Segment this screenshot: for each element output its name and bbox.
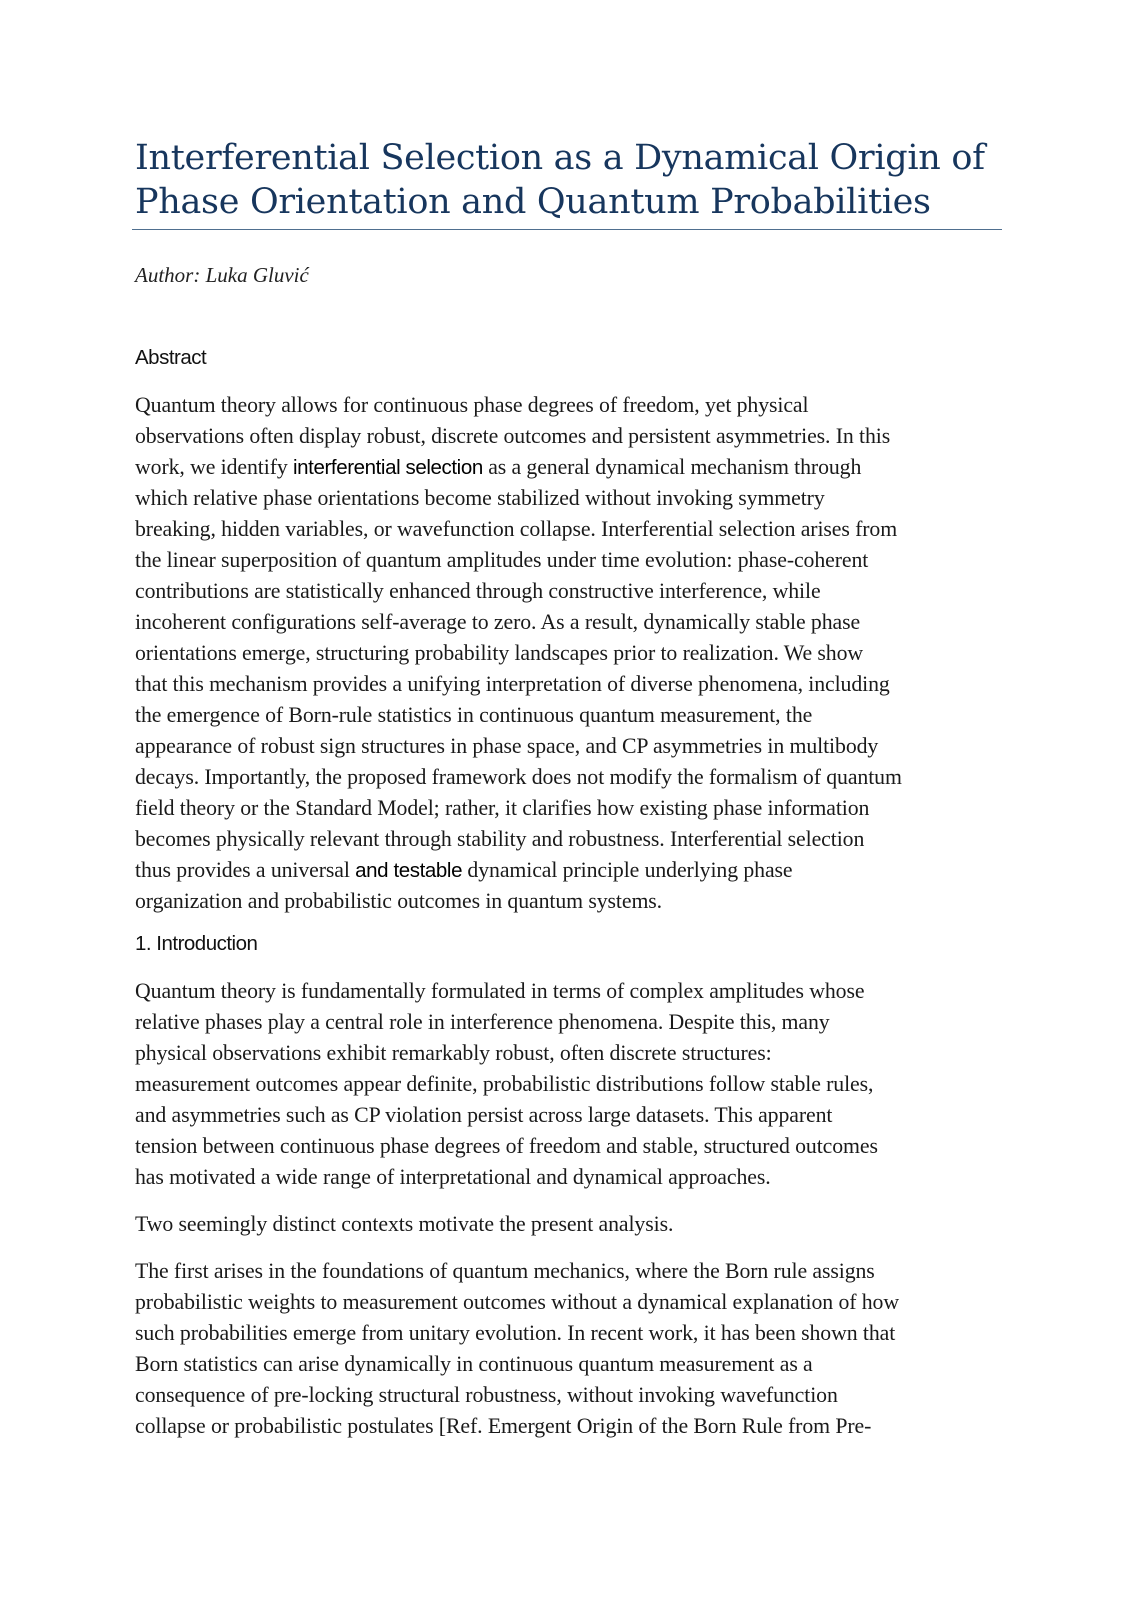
page-content xyxy=(135,136,997,1442)
text-line: organization and probabilistic outcomes in quantum systems. xyxy=(135,889,663,913)
introduction-heading: 1. Introduction xyxy=(135,932,258,955)
text-line: the linear superposition of quantum amplitudes under time evolution: phase-coherent xyxy=(135,548,869,572)
intro-paragraph-1 xyxy=(135,976,997,1193)
author-line: Author: Luka Gluvić xyxy=(135,263,309,287)
bold-term: and testable xyxy=(355,859,463,882)
text-line: Quantum theory allows for continuous phase degrees of freedom, yet physical xyxy=(135,393,809,417)
intro-paragraph-2 xyxy=(135,1209,997,1240)
text-line: physical observations exhibit remarkably robust, often discrete structures: xyxy=(135,1041,772,1065)
text-line: tension between continuous phase degrees of freedom and stable, structured outcomes xyxy=(135,1134,878,1158)
text-line: The first arises in the foundations of quantum mechanics, where the Born rule assigns xyxy=(135,1259,875,1283)
text-run: dynamical principle underlying phase xyxy=(462,858,793,882)
text-line: such probabilities emerge from unitary evolution. In recent work, it has been shown that xyxy=(135,1321,896,1345)
text-line: consequence of pre-locking structural robustness, without invoking wavefunction xyxy=(135,1383,838,1407)
text-line xyxy=(135,855,997,886)
text-line: becomes physically relevant through stability and robustness. Interferential selection xyxy=(135,827,865,851)
paper-title-line: Interferential Selection as a Dynamical Origin of xyxy=(135,138,985,178)
text-line: contributions are statistically enhanced through constructive interference, while xyxy=(135,579,821,603)
abstract-heading: Abstract xyxy=(135,346,207,369)
text-line: Born statistics can arise dynamically in continuous quantum measurement as a xyxy=(135,1352,813,1376)
text-line: probabilistic weights to measurement outcomes without a dynamical explanation of how xyxy=(135,1290,899,1314)
title-divider xyxy=(132,229,1002,230)
text-line: the emergence of Born-rule statistics in continuous quantum measurement, the xyxy=(135,703,813,727)
text-line: has motivated a wide range of interpretational and dynamical approaches. xyxy=(135,1165,771,1189)
text-run: as a general dynamical mechanism through xyxy=(482,455,862,479)
intro-paragraph-3 xyxy=(135,1256,997,1442)
text-line: collapse or probabilistic postulates [Ref. Emergent Origin of the Born Rule from Pre- xyxy=(135,1414,872,1438)
text-line: field theory or the Standard Model; rather, it clarifies how existing phase information xyxy=(135,796,870,820)
text-line: breaking, hidden variables, or wavefunction collapse. Interferential selection arises from xyxy=(135,517,898,541)
paper-title-line: Phase Orientation and Quantum Probabilities xyxy=(135,182,931,222)
text-line: relative phases play a central role in interference phenomena. Despite this, many xyxy=(135,1010,830,1034)
text-line: observations often display robust, discrete outcomes and persistent asymmetries. In this xyxy=(135,424,891,448)
text-run: thus provides a universal xyxy=(135,858,356,882)
text-line: which relative phase orientations become stabilized without invoking symmetry xyxy=(135,486,825,510)
bold-term: interferential selection xyxy=(293,456,483,479)
text-line: orientations emerge, structuring probability landscapes prior to realization. We show xyxy=(135,641,864,665)
text-line: Two seemingly distinct contexts motivate the present analysis. xyxy=(135,1212,674,1236)
text-line: Quantum theory is fundamentally formulated in terms of complex amplitudes whose xyxy=(135,979,865,1003)
text-line xyxy=(135,452,997,483)
text-line: decays. Importantly, the proposed framework does not modify the formalism of quantum xyxy=(135,765,902,789)
text-line: and asymmetries such as CP violation persist across large datasets. This apparent xyxy=(135,1103,833,1127)
abstract-paragraph xyxy=(135,390,997,917)
text-line: measurement outcomes appear definite, probabilistic distributions follow stable rules, xyxy=(135,1072,874,1096)
text-line: appearance of robust sign structures in phase space, and CP asymmetries in multibody xyxy=(135,734,879,758)
text-line: that this mechanism provides a unifying interpretation of diverse phenomena, including xyxy=(135,672,890,696)
text-run: work, we identify xyxy=(135,455,294,479)
text-line: incoherent configurations self-average to zero. As a result, dynamically stable phase xyxy=(135,610,861,634)
paper-title xyxy=(135,136,997,229)
